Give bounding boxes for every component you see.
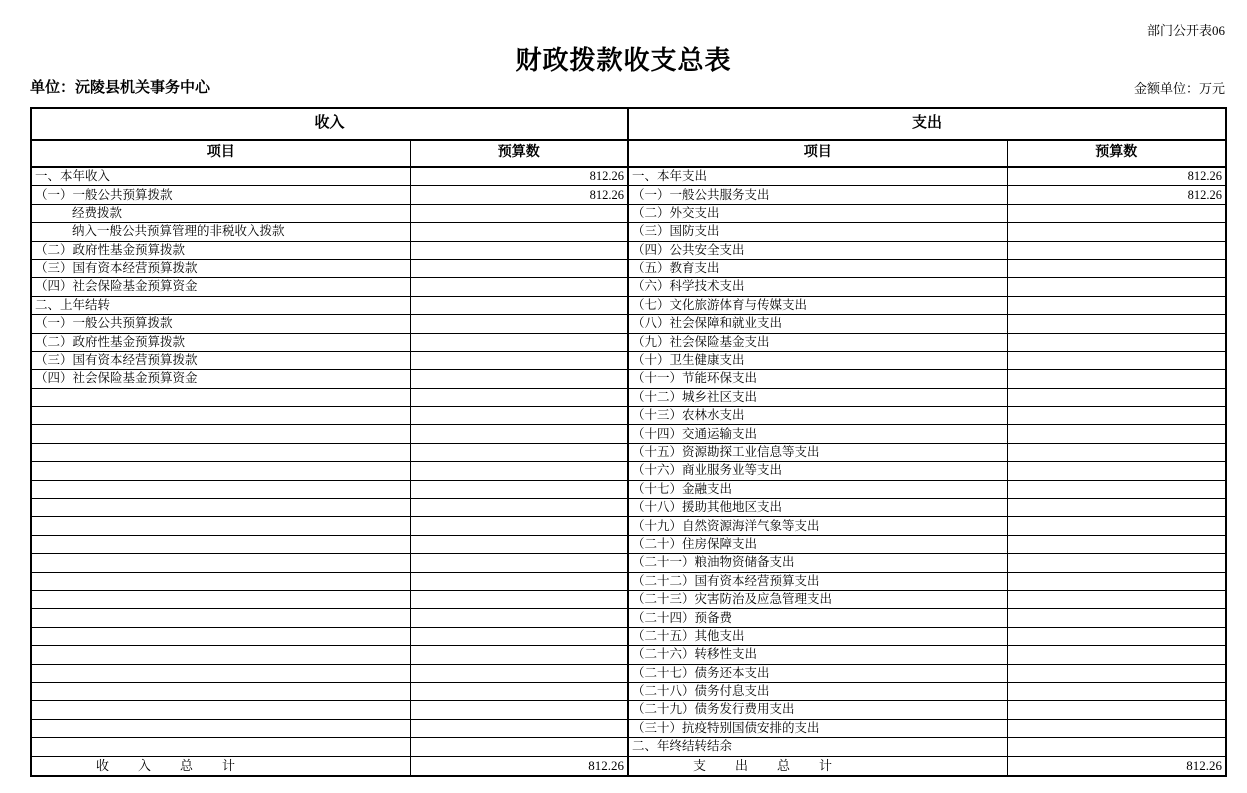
income-budget-cell (410, 609, 628, 627)
table-row (31, 259, 1226, 277)
expense-budget-cell (1007, 535, 1226, 553)
expense-budget-header: 预算数 (1007, 140, 1226, 167)
expense-budget-cell (1007, 719, 1226, 737)
income-budget-cell (410, 738, 628, 756)
income-budget-cell (410, 627, 628, 645)
expense-total-label: 支出总计 (628, 756, 1007, 776)
income-item-cell (31, 572, 410, 590)
amount-unit-label: 金额单位：万元 (1133, 81, 1225, 96)
income-item-cell (31, 462, 410, 480)
expense-item-cell: （二十八）债务付息支出 (628, 682, 1007, 700)
expense-section-header: 支出 (628, 108, 1226, 140)
income-item-cell (31, 554, 410, 572)
income-budget-cell (410, 223, 628, 241)
income-section-header: 收入 (31, 108, 628, 140)
income-item-cell (31, 480, 410, 498)
income-item-cell (31, 388, 410, 406)
expense-item-cell: （二十一）粮油物资储备支出 (628, 554, 1007, 572)
expense-item-cell: （十六）商业服务业等支出 (628, 462, 1007, 480)
income-budget-cell (410, 535, 628, 553)
table-row (31, 223, 1226, 241)
income-item-cell: （四）社会保险基金预算资金 (31, 370, 410, 388)
income-budget-cell (410, 204, 628, 222)
section-header-row (31, 108, 1226, 140)
table-row (31, 590, 1226, 608)
income-item-cell (31, 407, 410, 425)
expense-budget-cell (1007, 407, 1226, 425)
income-item-cell (31, 425, 410, 443)
expense-budget-cell (1007, 572, 1226, 590)
income-item-cell (31, 609, 410, 627)
table-row (31, 443, 1226, 461)
income-budget-cell (410, 241, 628, 259)
income-budget-cell (410, 296, 628, 314)
income-budget-cell (410, 259, 628, 277)
income-budget-cell (410, 407, 628, 425)
expense-budget-cell (1007, 682, 1226, 700)
expense-budget-cell (1007, 296, 1226, 314)
expense-item-cell: （一）一般公共服务支出 (628, 186, 1007, 204)
table-row (31, 554, 1226, 572)
table-body (31, 167, 1226, 756)
table-row (31, 480, 1226, 498)
income-item-header: 项目 (31, 140, 410, 167)
expense-item-cell: （二十六）转移性支出 (628, 646, 1007, 664)
expense-item-cell: （十九）自然资源海洋气象等支出 (628, 517, 1007, 535)
income-budget-cell: 812.26 (410, 186, 628, 204)
table-row (31, 388, 1226, 406)
table-row (31, 627, 1226, 645)
income-budget-cell (410, 517, 628, 535)
income-budget-cell (410, 719, 628, 737)
income-budget-cell (410, 333, 628, 351)
expense-item-cell: （二十二）国有资本经营预算支出 (628, 572, 1007, 590)
income-budget-cell (410, 443, 628, 461)
expense-item-cell: 一、本年支出 (628, 167, 1007, 186)
expense-budget-cell (1007, 590, 1226, 608)
expense-budget-cell (1007, 351, 1226, 369)
budget-table (30, 107, 1227, 777)
table-row (31, 241, 1226, 259)
income-item-cell (31, 719, 410, 737)
expense-budget-cell (1007, 425, 1226, 443)
income-item-cell (31, 646, 410, 664)
expense-budget-cell (1007, 738, 1226, 756)
income-item-cell (31, 535, 410, 553)
income-budget-cell (410, 572, 628, 590)
expense-item-cell: （四）公共安全支出 (628, 241, 1007, 259)
expense-budget-cell (1007, 627, 1226, 645)
expense-budget-cell (1007, 664, 1226, 682)
table-row (31, 462, 1226, 480)
table-row (31, 425, 1226, 443)
table-row (31, 682, 1226, 700)
income-budget-cell: 812.26 (410, 167, 628, 186)
income-item-cell (31, 664, 410, 682)
total-row (31, 756, 1226, 776)
expense-item-cell: （二十七）债务还本支出 (628, 664, 1007, 682)
doc-number: 部门公开表06 (1146, 23, 1225, 38)
expense-budget-cell: 812.26 (1007, 186, 1226, 204)
income-item-cell (31, 627, 410, 645)
income-item-cell (31, 738, 410, 756)
income-item-cell: 一、本年收入 (31, 167, 410, 186)
income-budget-cell (410, 462, 628, 480)
table-row (31, 738, 1226, 756)
expense-budget-cell (1007, 609, 1226, 627)
income-total-label: 收入总计 (31, 756, 410, 776)
income-item-cell (31, 499, 410, 517)
expense-item-cell: （三十）抗疫特别国债安排的支出 (628, 719, 1007, 737)
table-row (31, 646, 1226, 664)
expense-item-cell: （六）科学技术支出 (628, 278, 1007, 296)
income-item-cell (31, 590, 410, 608)
expense-budget-cell (1007, 388, 1226, 406)
expense-item-cell: （二十三）灾害防治及应急管理支出 (628, 590, 1007, 608)
expense-item-cell: （十二）城乡社区支出 (628, 388, 1007, 406)
table-row (31, 499, 1226, 517)
income-budget-cell (410, 664, 628, 682)
expense-item-cell: （五）教育支出 (628, 259, 1007, 277)
table-row (31, 351, 1226, 369)
expense-item-cell: （二）外交支出 (628, 204, 1007, 222)
table-row (31, 719, 1226, 737)
income-item-cell: （二）政府性基金预算拨款 (31, 241, 410, 259)
table-row (31, 664, 1226, 682)
income-budget-cell (410, 388, 628, 406)
expense-item-cell: （十一）节能环保支出 (628, 370, 1007, 388)
expense-item-cell: （十四）交通运输支出 (628, 425, 1007, 443)
income-budget-cell (410, 682, 628, 700)
expense-budget-cell (1007, 223, 1226, 241)
expense-budget-cell (1007, 370, 1226, 388)
income-budget-cell (410, 315, 628, 333)
expense-item-cell: （十八）援助其他地区支出 (628, 499, 1007, 517)
table-row (31, 315, 1226, 333)
expense-budget-cell (1007, 554, 1226, 572)
income-budget-cell (410, 480, 628, 498)
income-budget-cell (410, 425, 628, 443)
expense-budget-cell (1007, 462, 1226, 480)
expense-item-cell: （二十四）预备费 (628, 609, 1007, 627)
expense-item-cell: （十五）资源勘探工业信息等支出 (628, 443, 1007, 461)
expense-item-cell: （十）卫生健康支出 (628, 351, 1007, 369)
income-item-cell: 纳入一般公共预算管理的非税收入拨款 (31, 223, 410, 241)
expense-budget-cell (1007, 443, 1226, 461)
income-item-cell: （一）一般公共预算拨款 (31, 186, 410, 204)
expense-item-cell: 二、年终结转结余 (628, 738, 1007, 756)
expense-total-value: 812.26 (1007, 756, 1226, 776)
income-item-cell: （二）政府性基金预算拨款 (31, 333, 410, 351)
expense-item-cell: （七）文化旅游体育与传媒支出 (628, 296, 1007, 314)
income-budget-cell (410, 554, 628, 572)
expense-budget-cell (1007, 646, 1226, 664)
expense-item-cell: （十七）金融支出 (628, 480, 1007, 498)
table-row (31, 517, 1226, 535)
page-title: 财政拨款收支总表 (515, 46, 732, 75)
table-row (31, 296, 1226, 314)
income-item-cell (31, 701, 410, 719)
income-budget-cell (410, 351, 628, 369)
expense-item-cell: （三）国防支出 (628, 223, 1007, 241)
table-row (31, 186, 1226, 204)
table-row (31, 370, 1226, 388)
expense-item-cell: （二十）住房保障支出 (628, 535, 1007, 553)
table-row (31, 333, 1226, 351)
expense-budget-cell (1007, 701, 1226, 719)
table-row (31, 701, 1226, 719)
table-row (31, 407, 1226, 425)
meta-row (30, 76, 1225, 97)
income-item-cell (31, 443, 410, 461)
expense-budget-cell (1007, 499, 1226, 517)
expense-budget-cell (1007, 241, 1226, 259)
table-row (31, 609, 1226, 627)
expense-budget-cell (1007, 259, 1226, 277)
income-item-cell (31, 682, 410, 700)
expense-budget-cell (1007, 278, 1226, 296)
table-row (31, 572, 1226, 590)
income-item-cell: （四）社会保险基金预算资金 (31, 278, 410, 296)
income-total-value: 812.26 (410, 756, 628, 776)
income-item-cell (31, 517, 410, 535)
table-row (31, 167, 1226, 186)
expense-item-cell: （二十五）其他支出 (628, 627, 1007, 645)
income-item-cell: 经费拨款 (31, 204, 410, 222)
expense-item-header: 项目 (628, 140, 1007, 167)
income-budget-cell (410, 499, 628, 517)
expense-budget-cell (1007, 333, 1226, 351)
expense-budget-cell: 812.26 (1007, 167, 1226, 186)
income-budget-cell (410, 646, 628, 664)
income-budget-header: 预算数 (410, 140, 628, 167)
expense-item-cell: （八）社会保障和就业支出 (628, 315, 1007, 333)
income-item-cell: （三）国有资本经营预算拨款 (31, 259, 410, 277)
income-budget-cell (410, 590, 628, 608)
expense-item-cell: （九）社会保险基金支出 (628, 333, 1007, 351)
column-header-row (31, 140, 1226, 167)
expense-budget-cell (1007, 480, 1226, 498)
table-row (31, 535, 1226, 553)
unit-label: 单位：沅陵县机关事务中心 (30, 80, 211, 96)
income-budget-cell (410, 278, 628, 296)
table-row (31, 278, 1226, 296)
income-budget-cell (410, 701, 628, 719)
expense-budget-cell (1007, 204, 1226, 222)
income-item-cell: （三）国有资本经营预算拨款 (31, 351, 410, 369)
expense-item-cell: （十三）农林水支出 (628, 407, 1007, 425)
income-budget-cell (410, 370, 628, 388)
income-item-cell: （一）一般公共预算拨款 (31, 315, 410, 333)
table-row (31, 204, 1226, 222)
income-item-cell: 二、上年结转 (31, 296, 410, 314)
expense-item-cell: （二十九）债务发行费用支出 (628, 701, 1007, 719)
expense-budget-cell (1007, 517, 1226, 535)
expense-budget-cell (1007, 315, 1226, 333)
